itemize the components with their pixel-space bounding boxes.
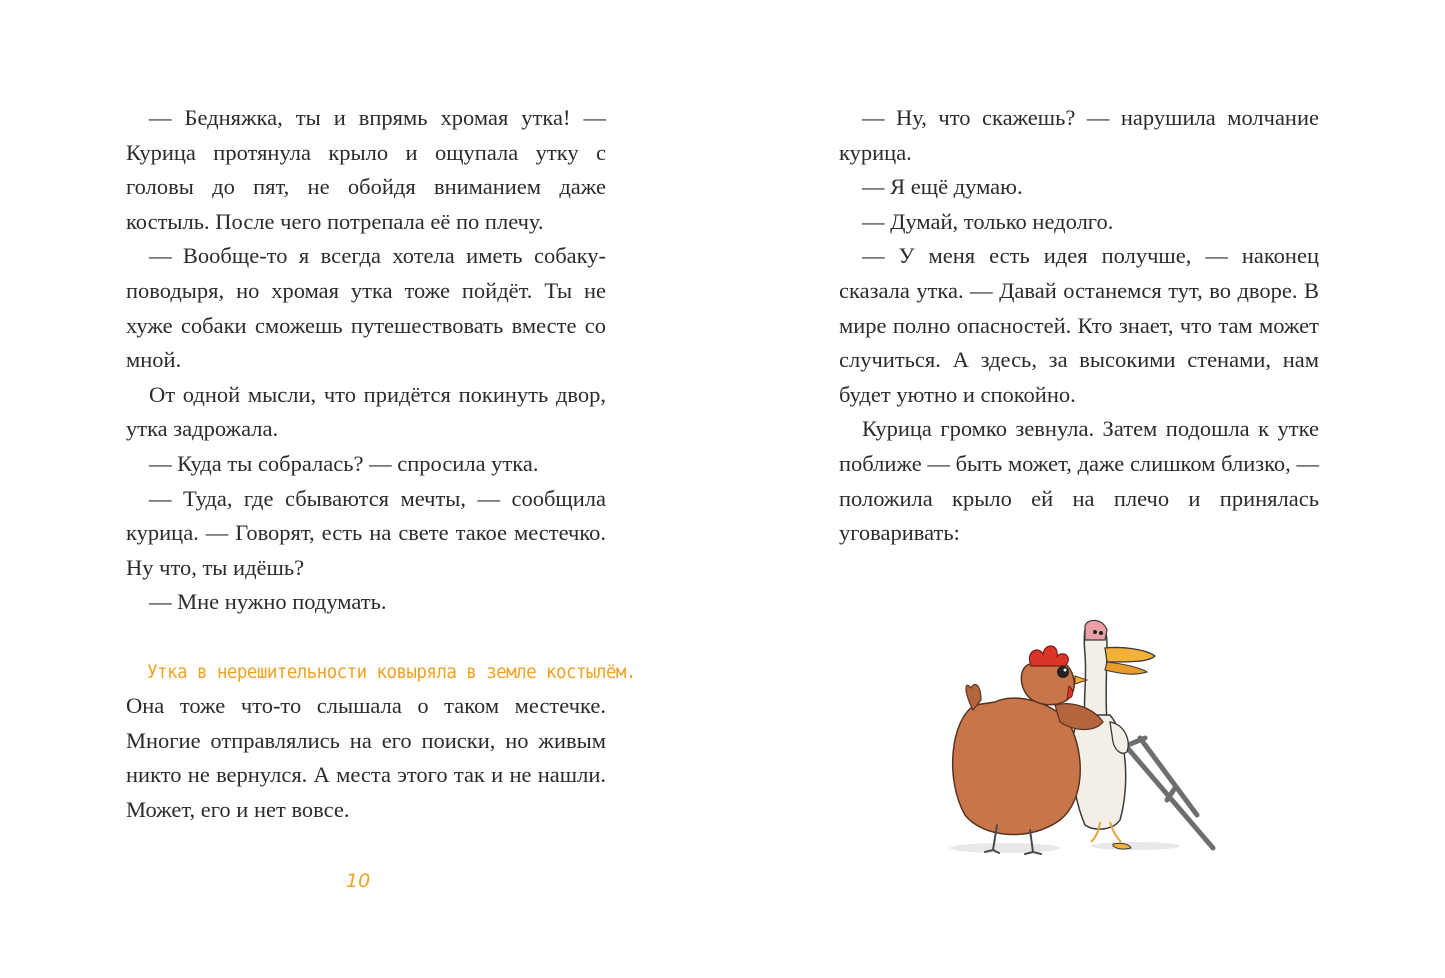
paragraph-gap bbox=[126, 620, 606, 655]
paragraph: — У меня есть идея получше, — наконец сказала утка. — Давай останемся тут, во дворе. В мире полно опасностей. Кто знает, что там может случиться. А здесь, за высокими стенами, нам будет уютно и спокойно. bbox=[839, 243, 1319, 407]
paragraph: — Думай, только недолго. bbox=[862, 208, 1114, 234]
paragraph: — Куда ты собралась? — спросила утка. bbox=[149, 450, 539, 476]
paragraph: Курица громко зевнула. Затем подошла к утке поближе — быть может, даже слишком близко, — положила крыло ей на плечо и принялась уговаривать: bbox=[839, 416, 1319, 546]
page-number: 10 bbox=[346, 870, 371, 892]
paragraph: — Я ещё думаю. bbox=[862, 174, 1023, 200]
left-page-text bbox=[126, 101, 636, 827]
closing-paragraph: Она тоже что-то слышала о таком местечке. Многие отправлялись на его поиски, но живым никто не вернулся. А места этого так и не нашли. Может, его и нет вовсе. bbox=[126, 693, 606, 822]
paragraph: — Вообще-то я всегда хотела иметь собаку-поводыря, но хромая утка тоже пойдёт. Ты не хуже собаки сможешь путешествовать вместе со мной. bbox=[126, 243, 606, 373]
highlighted-sentence: Утка в нерешительности ковыряла в земле костылём. bbox=[147, 660, 636, 683]
paragraph: — Туда, где сбываются мечты, — сообщила курица. — Говорят, есть на свете такое местечко. Ну что, ты идёшь? bbox=[126, 485, 606, 580]
paragraph: — Мне нужно подумать. bbox=[149, 589, 387, 615]
right-page-text bbox=[839, 101, 1319, 551]
paragraph: — Бедняжка, ты и впрямь хромая утка! — Курица протянула крыло и ощупала утку с головы до пят, не обойдя вниманием даже костыль. После чего потрепала её по плечу. bbox=[126, 105, 606, 234]
paragraph: От одной мысли, что придётся покинуть двор, утка задрожала. bbox=[126, 381, 606, 442]
paragraph: — Ну, что скажешь? — нарушила молчание курица. bbox=[839, 105, 1319, 165]
hen-and-duck-with-crutch-illustration bbox=[935, 610, 1235, 865]
